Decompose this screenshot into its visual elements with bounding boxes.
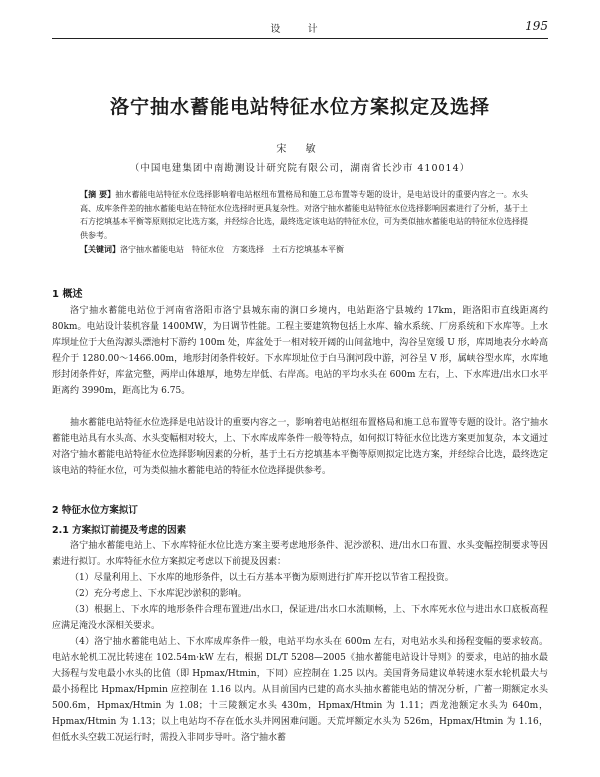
header-section-label: 设 计 xyxy=(270,24,330,35)
abstract-block xyxy=(80,188,528,257)
keywords-paragraph xyxy=(80,243,528,257)
running-header xyxy=(52,20,548,39)
section-heading-schemes xyxy=(52,502,138,516)
author-name: 宋 敏 xyxy=(276,144,324,155)
keywords-text: 洛宁抽水蓄能电站 特征水位 方案选择 土石方挖填基本平衡 xyxy=(120,245,344,254)
page-number: 195 xyxy=(525,19,548,33)
paper-title: 洛宁抽水蓄能电站特征水位方案拟定及选择 xyxy=(109,96,490,118)
section-heading-text: 2 特征水位方案拟订 xyxy=(52,505,138,516)
abstract-label: 【摘 要】 xyxy=(80,189,116,199)
abstract-text: 抽水蓄能电站特征水位选择影响着电站枢纽布置格局和施工总布置等专题的设计，是电站设计的重要内容之一。水头高、成库条件差的抽水蓄能电站在特征水位选择时更具复杂性。对洛宁抽水蓄能电站特征水位选择影响因素进行了分析，基于土石方挖填基本平衡等原则拟定比选方案，并经综合比选，最终选定该电站的特征水位，可为类似抽水蓄能电站的特征水位选择提供参考。 xyxy=(80,190,528,240)
list-item: （4）洛宁抽水蓄能电站上、下水库成库条件一般，电站平均水头在 600m 左右，对电站水头和扬程变幅的要求较高。电站水轮机工况比转速在 102.54m·kW 左右，根据 DL/T 5208—2005《抽水蓄能电站设计导则》的要求，电站的抽水最大扬程与发电最小水头的比值（即 Hpmax/Htmin，下同）应控制在 1.25 以内。美国背务局建议单转速水泵水轮机最大与最小扬程比 Hpmax/Hpmin 应控制在 1.16 以内。从目前国内已建的高水头抽水蓄能电站的情况分析，广蓄一期额定水头 500.6m，Hpmax/Htmin 为 1.08；十三陵额定水头 430m，Hpmax/Htmin 为 1.11；西龙池额定水头为 640m，Hpmax/Htmin 为 1.13；以上电站均不存在低水头并网困难问题。天荒坪额定水头为 526m，Hpmax/Htmin 为 1.16，但低水头空载工况运行时，需投入非同步导叶。洛宁抽水蓄 xyxy=(52,637,548,743)
author-affiliation: （中国电建集团中南勘测设计研究院有限公司，湖南省长沙市 410014） xyxy=(129,163,471,174)
body-paragraph: 洛宁抽水蓄能电站位于河南省洛阳市洛宁县城东南的涧口乡境内，电站距洛宁县城约 17km，距洛阳市直线距离约 80km。电站设计装机容量 1400MW，为日调节性能。工程主要建筑物包括上水库、输水系统、厂房系统和下水库等。上水库坝址位于大鱼沟源头漂池村下游约 100m 处，库盆处于一相对较开阔的山间盆地中，沟谷呈宽缓 U 形，库周地表分水岭高程介于 1280.00～1466.00m，地形封闭条件较好。下水库坝址位于白马涧河段中游，河谷呈 V 形，属峡谷型水库，水库地形封闭条件好，库盆完整，两岸山体雄厚，地势左岸低、右岸高。电站的平均水头在 600m 左右，上、下水库进/出水口水平距离约 3990m，距高比为 6.75。 xyxy=(52,306,548,396)
abstract-paragraph xyxy=(80,188,528,242)
keywords-label: 【关键词】 xyxy=(80,244,120,254)
subsection-heading: 2.1 方案拟订前提及考虑的因素 xyxy=(52,525,187,536)
list-item: （1）尽量利用上、下水库的地形条件，以土石方基本平衡为原则进行扩库开挖以节省工程投资。 xyxy=(70,573,454,583)
body-paragraph: 洛宁抽水蓄能电站上、下水库特征水位比选方案主要考虑地形条件、泥沙淤积、进/出水口布置、水头变幅控制要求等因素进行拟订。水库特征水位方案拟定考虑以下前提及因素： xyxy=(52,541,548,567)
section-heading-overview: 1 概述 xyxy=(52,289,83,300)
list-item: （2）充分考虑上、下水库泥沙淤积的影响。 xyxy=(70,589,247,599)
list-item: （3）根据上、下水库的地形条件合理布置进/出水口，保证进/出水口水流顺畅，上、下水库死水位与进出水口底板高程应满足淹没水深相关要求。 xyxy=(52,605,548,631)
body-paragraph: 抽水蓄能电站特征水位选择是电站设计的重要内容之一，影响着电站枢纽布置格局和施工总布置等专题的设计。洛宁抽水蓄能电站具有水头高、水头变幅相对较大，上、下水库成库条件一般等特点，如何拟订特征水位比选方案更加复杂，本文通过对洛宁抽水蓄能电站特征水位选择影响因素的分析，基于土石方挖填基本平衡等原则拟定比选方案，并经综合比选，最终选定该电站的特征水位，可为类似抽水蓄能电站的特征水位选择提供参考。 xyxy=(52,418,548,476)
